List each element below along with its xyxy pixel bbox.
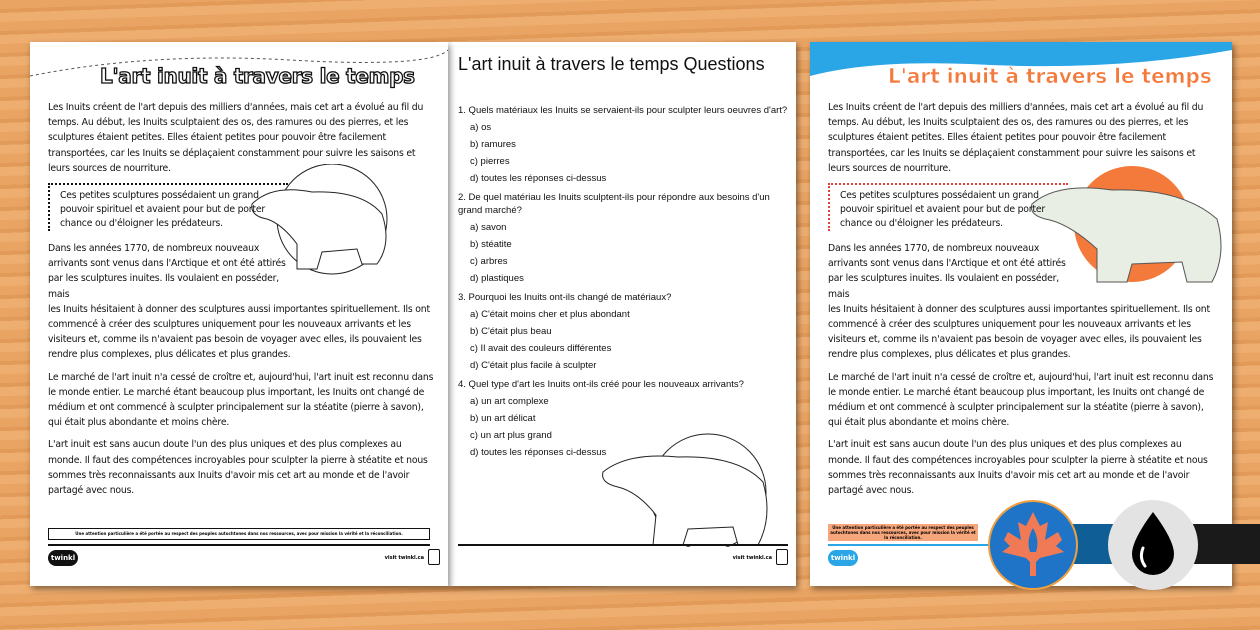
page-title: L'art inuit à travers le temps — [100, 64, 415, 88]
worksheet-body — [48, 100, 436, 505]
option: d) toutes les réponses ci-dessus — [470, 173, 607, 184]
footer-note: Une attention particulière a été portée au respect des peuples autochtones dans nos ressources, avec pour mission la vérité et la réconciliation. — [48, 528, 430, 540]
maple-leaf-fleur-de-lis-icon — [988, 500, 1078, 590]
option: c) pierres — [470, 156, 510, 167]
intro-paragraph: Les Inuits créent de l'art depuis des milliers d'années, mais cet art a évolué au fil du temps. Au début, les Inuits sculptaient des os, des ramures ou des pierres, et les sculptures étaient petites. Elles étaient petites pour pouvoir être facilement transportées, car les Inuits se déplaçaient constamment pour suivre les saisons et leurs sources de nourriture. — [48, 102, 424, 174]
page-title: L'art inuit à travers le temps — [888, 64, 1212, 88]
worksheet-bw-page — [30, 42, 448, 586]
paragraph-2b: les Inuits hésitaient à donner des sculptures aussi importantes spirituellement. Ils ont commencé à créer des sculptures uniquement pour les nouveaux arrivants et les visiteurs et, comme ils n'avaient pas besoin de voyager avec elles, ils pouvaient les rendre plus complexes, plus délicates et plus grandes. — [48, 303, 430, 361]
footer-divider — [48, 544, 430, 546]
quality-badge-icon — [428, 549, 440, 565]
option: c) arbres — [470, 256, 508, 267]
callout-box: Ces petites sculptures possédaient un grand pouvoir spirituel et avaient pour but de porter chance ou d'éloigner les prédateurs. — [828, 183, 1068, 231]
option: a) C'était moins cher et plus abondant — [470, 309, 630, 320]
option: a) os — [470, 122, 492, 133]
footer-note: Une attention particulière a été portée au respect des peuples autochtones dans nos ressources, avec pour mission la vérité et la réconciliation. — [828, 524, 978, 541]
paragraph-2a: Dans les années 1770, de nombreux nouveaux arrivants sont venus dans l'Arctique et ont été attirés par les sculptures inuites. Ils voulaient en posséder, mais — [828, 243, 1066, 300]
option: c) un art plus grand — [470, 430, 552, 441]
question: 3. Pourquoi les Inuits ont-ils changé de matériaux? — [458, 292, 672, 303]
option: b) stéatite — [470, 239, 512, 250]
option: d) C'était plus facile à sculpter — [470, 360, 597, 371]
footer-divider — [458, 544, 788, 546]
option: d) toutes les réponses ci-dessus — [470, 447, 607, 458]
twinkl-logo: twinkl — [828, 550, 858, 566]
question: 2. De quel matériau les Inuits sculptent-ils pour répondre aux besoins d'un grand marché? — [458, 192, 770, 216]
ink-drop-icon — [1108, 500, 1198, 590]
option: b) C'était plus beau — [470, 326, 552, 337]
paragraph-3: Le marché de l'art inuit n'a cessé de croître et, aujourd'hui, l'art inuit est reconnu dans le monde entier. Le marché étant beaucoup plus important, les Inuits ont changé de médium et ont commencé à sculpter principalement sur la stéatite (pierre à savon), qui était plus abondante et moins chère. — [828, 371, 1214, 429]
quality-badge-icon — [776, 549, 788, 565]
option: b) un art délicat — [470, 413, 536, 424]
questions-page — [448, 42, 796, 586]
paragraph-2a: Dans les années 1770, de nombreux nouveaux arrivants sont venus dans l'Arctique et ont été attirés par les sculptures inuites. Ils voulaient en posséder, mais — [48, 243, 286, 300]
paragraph-4: L'art inuit est sans aucun doute l'un des plus uniques et des plus complexes au monde. Il faut des compétences incroyables pour sculpter la pierre à stéatite et nous sommes très reconnaissants aux Inuits d'avoir mis cet art au monde et de l'avoir partagé avec nous. — [828, 439, 1208, 497]
visit-link[interactable]: visit twinkl.ca — [384, 555, 424, 561]
paragraph-4: L'art inuit est sans aucun doute l'un des plus uniques et des plus complexes au monde. Il faut des compétences incroyables pour sculpter la pierre à stéatite et nous sommes très reconnaissants aux Inuits d'avoir mis cet art au monde et de l'avoir partagé avec nous. — [48, 439, 428, 497]
question: 1. Quels matériaux les Inuits se servaient-ils pour sculpter leurs oeuvres d'art? — [458, 105, 788, 116]
questions-title: L'art inuit à travers le temps Questions — [458, 54, 765, 74]
option: b) ramures — [470, 139, 516, 150]
option: d) plastiques — [470, 273, 524, 284]
callout-box: Ces petites sculptures possédaient un grand pouvoir spirituel et avaient pour but de porter chance ou d'éloigner les prédateurs. — [48, 183, 288, 231]
questions-list — [458, 100, 788, 461]
twinkl-logo: twinkl — [48, 550, 78, 566]
intro-paragraph: Les Inuits créent de l'art depuis des milliers d'années, mais cet art a évolué au fil du temps. Au début, les Inuits sculptaient des os, des ramures ou des pierres, et les sculptures étaient petites. Elles étaient petites pour pouvoir être facilement transportées, car les Inuits se déplaçaient constamment pour suivre les saisons et leurs sources de nourriture. — [828, 102, 1204, 174]
worksheet-body — [828, 100, 1216, 505]
option: a) savon — [470, 222, 507, 233]
visit-link[interactable]: visit twinkl.ca — [732, 555, 772, 561]
question: 4. Quel type d'art les Inuits ont-ils créé pour les nouveaux arrivants? — [458, 379, 744, 390]
option: c) Il avait des couleurs différentes — [470, 343, 612, 354]
option: a) un art complexe — [470, 396, 549, 407]
paragraph-2b: les Inuits hésitaient à donner des sculptures aussi importantes spirituellement. Ils ont commencé à créer des sculptures uniquement pour les nouveaux arrivants et les visiteurs et, comme ils n'avaient pas besoin de voyager avec elles, ils pouvaient les rendre plus complexes, plus délicates et plus grandes. — [828, 303, 1210, 361]
paragraph-3: Le marché de l'art inuit n'a cessé de croître et, aujourd'hui, l'art inuit est reconnu dans le monde entier. Le marché étant beaucoup plus important, les Inuits ont changé de médium et ont commencé à sculpter principalement sur la stéatite (pierre à savon), qui était plus abondante et moins chère. — [48, 371, 434, 429]
